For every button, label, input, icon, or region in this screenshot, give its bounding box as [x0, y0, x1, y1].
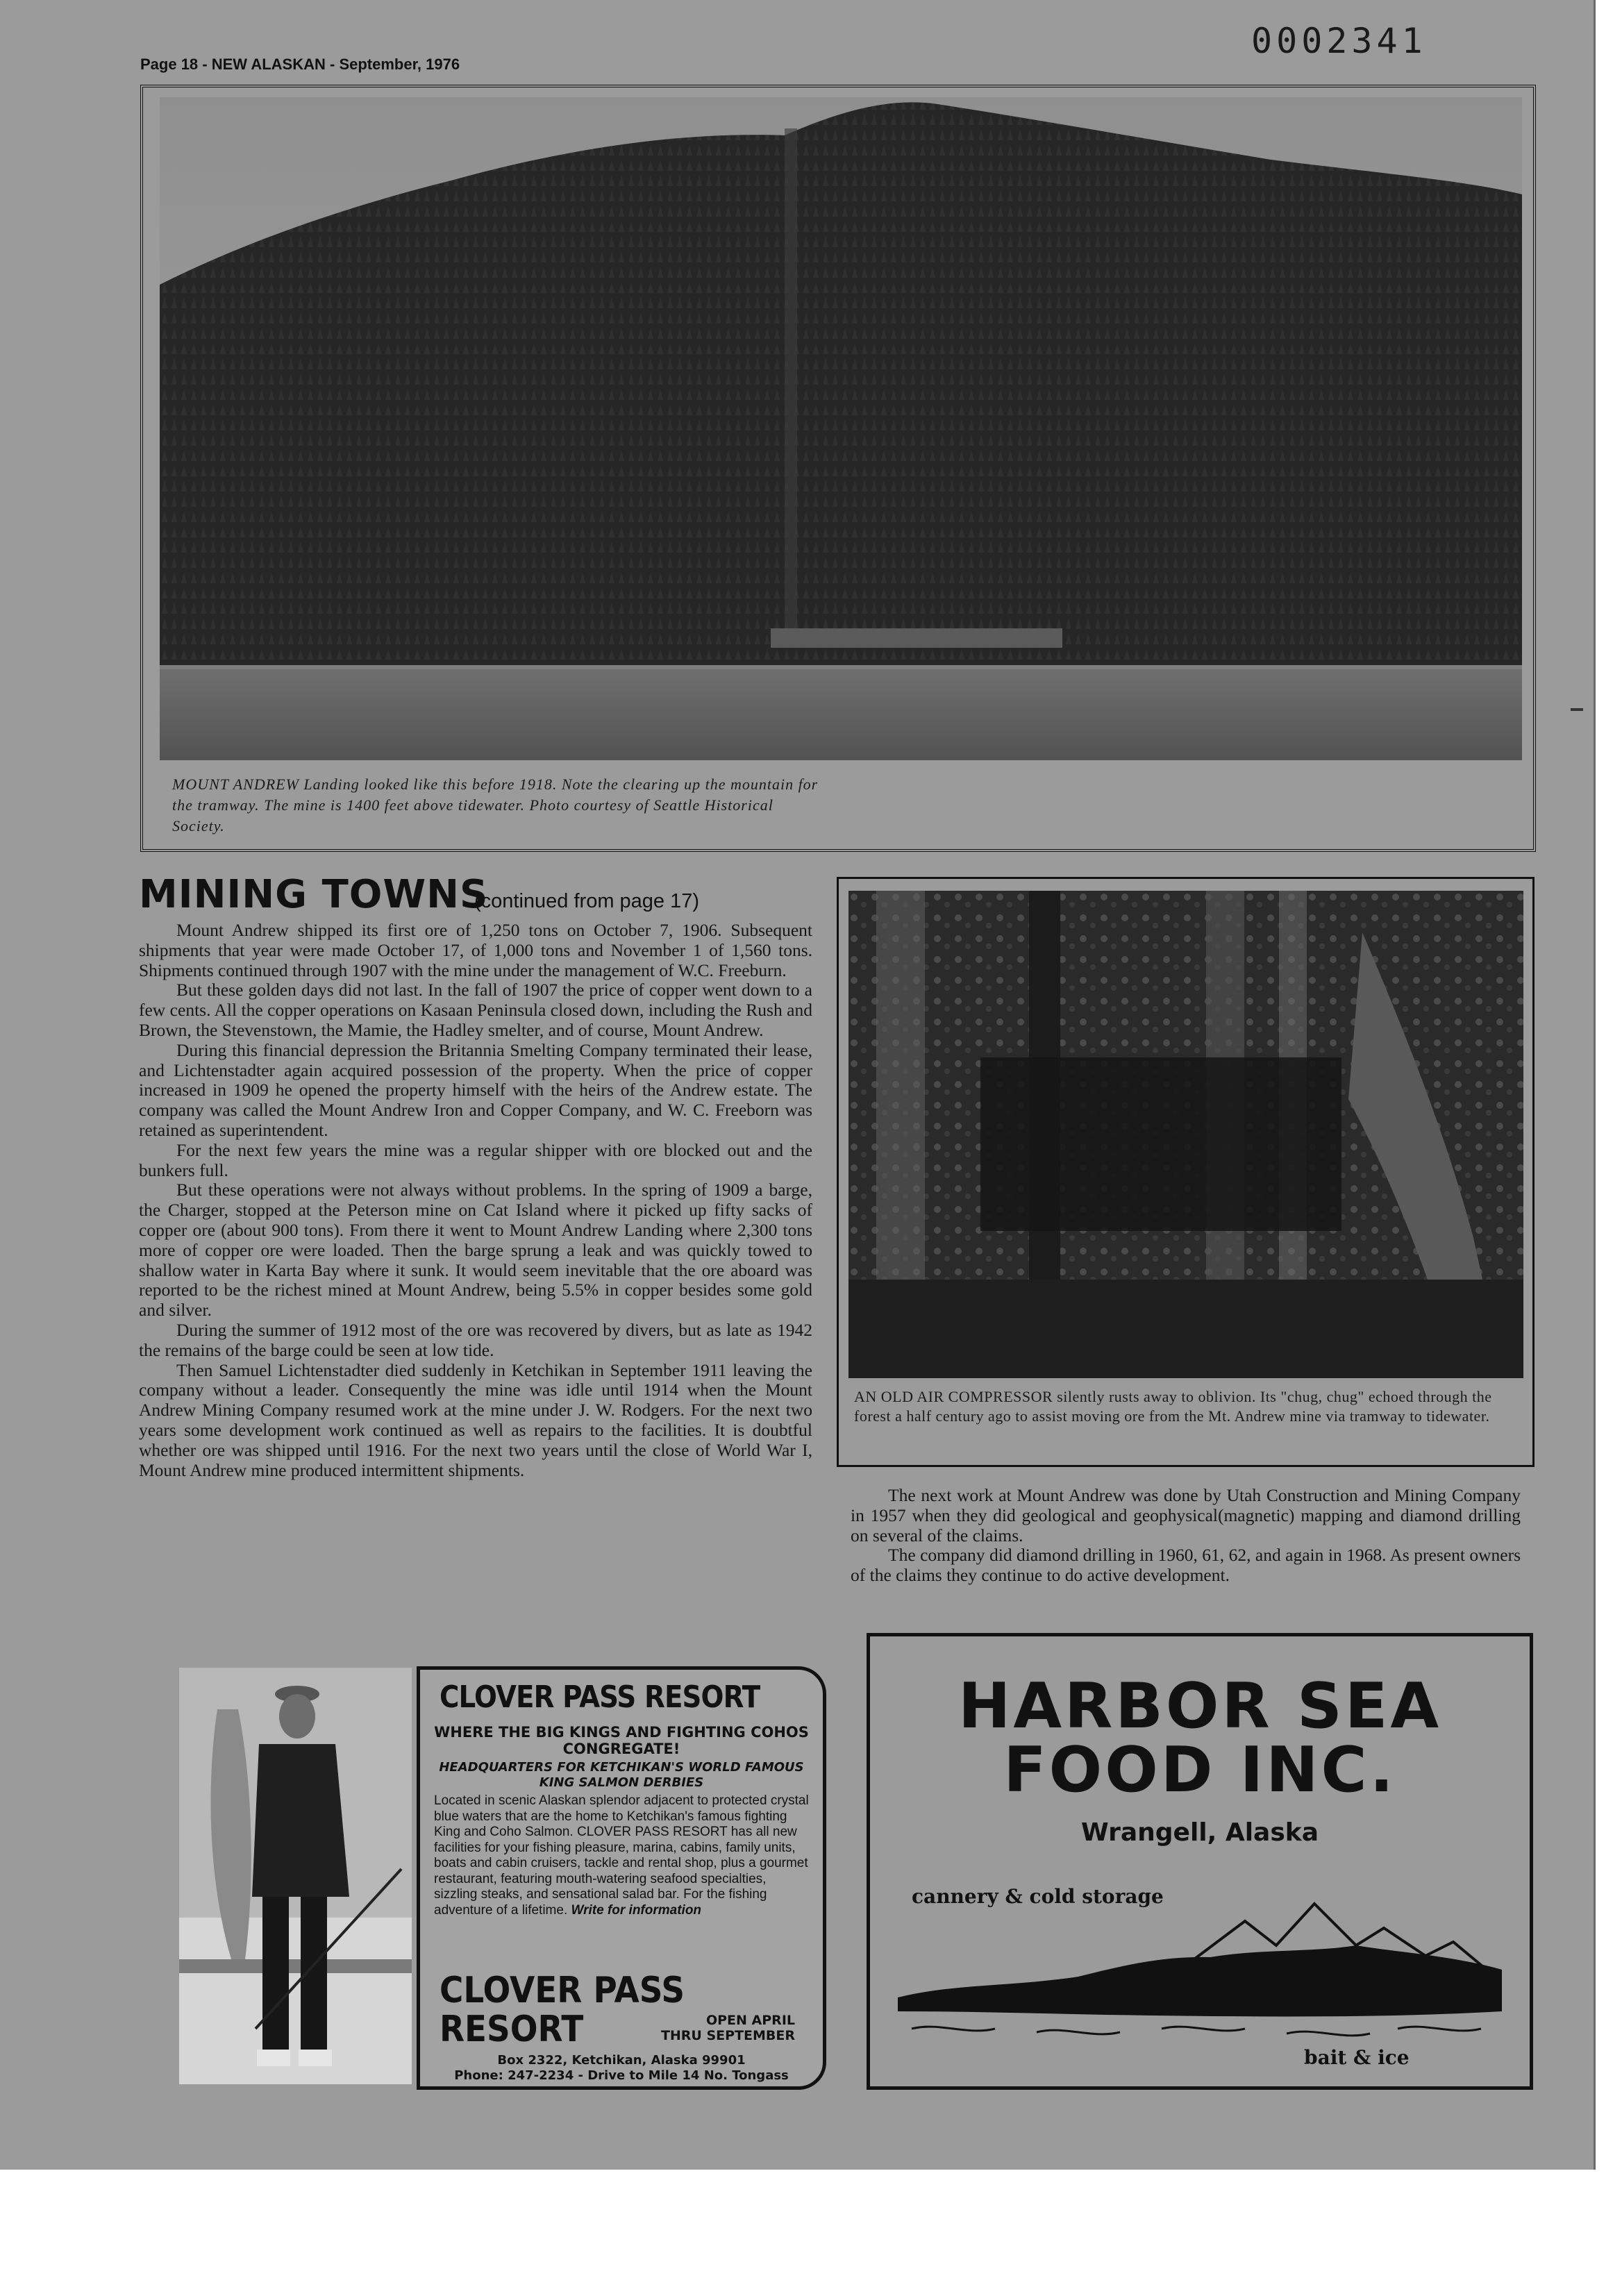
- article-headline: MINING TOWNS: [139, 872, 489, 917]
- harbor-sea-food-ad: [867, 1633, 1533, 2090]
- ad-location: Wrangell, Alaska: [1081, 1818, 1319, 1847]
- article-paragraph: For the next few years the mine was a regular shipper with ore blocked out and the bunkers full.: [139, 1139, 812, 1180]
- edge-mark: [1571, 708, 1583, 711]
- air-compressor-photo: [848, 891, 1523, 1378]
- article-paragraph: The next work at Mount Andrew was done by Utah Construction and Mining Company in 1957 when they did geological and geophysical(magnetic) mapping and diamond drilling on several of the claims.: [851, 1485, 1521, 1545]
- archive-number: 0002341: [1251, 21, 1427, 61]
- ad-title: CLOVER PASS RESORT: [440, 1679, 760, 1715]
- ad-body: [434, 1793, 809, 1918]
- ad-body-text: Located in scenic Alaskan splendor adjacent to protected crystal blue waters that are the home to Ketchikan's famous fighting King and Coho Salmon. CLOVER PASS RESORT has all new facilities for your fishing pleasure, marina, cabins, family units, boats and cabin cruisers, tackle and rental shop, plus a gourmet restaurant, featuring mouth-watering seafood specialties, sizzling steaks, and sensational salad bar. For the fishing adventure of a lifetime.: [434, 1793, 809, 1918]
- fisherman-with-salmon-photo: [179, 1668, 412, 2084]
- ad-name-line2: FOOD INC.: [1003, 1734, 1396, 1807]
- ad-open-line1: OPEN APRIL: [705, 2013, 795, 2028]
- ad-name-line2: RESORT: [440, 2009, 584, 2050]
- page-header: Page 18 - NEW ALASKAN - September, 1976: [140, 56, 460, 73]
- forest-photo-caption: AN OLD AIR COMPRESSOR silently rusts away to oblivion. Its "chug, chug" echoed through the forest a half century ago to assist moving ore from the Mt. Andrew mine via tramway to tidewater.: [854, 1388, 1492, 1425]
- article-paragraph: Mount Andrew shipped its first ore of 1,250 tons on October 7, 1906. Subsequent shipments that year were made October 17, of 1,000 tons and November 1 of 1,560 tons. Shipments continued through 1907 with the mine under the management of W.C. Freeburn.: [139, 920, 812, 980]
- mount-andrew-landing-photo: [160, 97, 1522, 760]
- ad-extra-services: bait & ice: [1304, 2046, 1410, 2069]
- ad-headquarters-line: HEADQUARTERS FOR KETCHIKAN'S WORLD FAMOUS KING SALMON DERBIES: [439, 1760, 804, 1790]
- top-photo-caption: MOUNT ANDREW Landing looked like this before 1918. Note the clearing up the mountain for the tramway. The mine is 1400 feet above tidewater. Photo courtesy of Seattle Historical Society.: [172, 776, 819, 835]
- ad-open-season: [635, 2013, 795, 2043]
- article-paragraph: The company did diamond drilling in 1960, 61, 62, and again in 1968. As present owners of the claims they continue to do active development.: [851, 1545, 1521, 1586]
- article-body-right: [851, 1486, 1521, 1586]
- ad-address: Box 2322, Ketchikan, Alaska 99901: [497, 2053, 746, 2068]
- ad-services: cannery & cold storage: [912, 1885, 1164, 1908]
- article-paragraph: Then Samuel Lichtenstadter died suddenly in Ketchikan in September 1911 leaving the company without a leader. Consequently the mine was idle until 1914 when the Mount Andrew Mining Company resumed work at the mine under J. W. Rodgers. For the next two years some development work continued as well as repairs to the facilities. It is doubtful whether ore was shipped until 1916. For the next two years until the close of World War I, Mount Andrew mine produced intermittent shipments.: [139, 1359, 812, 1480]
- ad-open-line2: THRU SEPTEMBER: [660, 2028, 795, 2043]
- article-paragraph: But these operations were not always without problems. In the spring of 1909 a barge, the Charger, stopped at the Peterson mine on Cat Island where it picked up fifty sacks of copper ore (about 900 tons). From there it went to Mount Andrew Landing where 2,300 tons more of copper ore were loaded. Then the barge sprung a leak and was quickly towed to shallow water in Karta Bay where it sunk. It would seem inevitable that the ore aboard was reported to be the richest mined at Mount Andrew, being 5.5% in copper besides some gold and silver.: [139, 1180, 812, 1321]
- article-paragraph: During this financial depression the Britannia Smelting Company terminated their lease, and Lichtenstadter again acquired possession of the property. When the price of copper increased in 1909 he opened the property himself with the heirs of the Andrew estate. The company was called the Mount Andrew Iron and Copper Company, and W. C. Freeborn was retained as superintendent.: [139, 1039, 812, 1140]
- ad-contact: [434, 2053, 809, 2084]
- ad-name-line1: CLOVER PASS: [440, 1970, 685, 2011]
- article-body-left: [139, 921, 812, 1480]
- article-paragraph: But these golden days did not last. In the fall of 1907 the price of copper went down to a few cents. All the copper operations on Kasaan Peninsula closed down, including the Rush and Brown, the Stevenstown, the Mamie, the Hadley smelter, and of course, Mount Andrew.: [139, 980, 812, 1040]
- ad-phone: Phone: 247-2234 - Drive to Mile 14 No. Tongass: [454, 2068, 789, 2083]
- ad-slogan: WHERE THE BIG KINGS AND FIGHTING COHOS CONGREGATE!: [434, 1724, 809, 1757]
- article-continued-note: (continued from page 17): [474, 890, 700, 912]
- ad-write-line: Write for information: [571, 1902, 702, 1918]
- clover-pass-resort-ad: [417, 1666, 826, 2090]
- ad-name-line1: HARBOR SEA: [958, 1670, 1441, 1743]
- article-paragraph: During the summer of 1912 most of the ore was recovered by divers, but as late as 1942 the remains of the barge could be seen at low tide.: [139, 1319, 812, 1360]
